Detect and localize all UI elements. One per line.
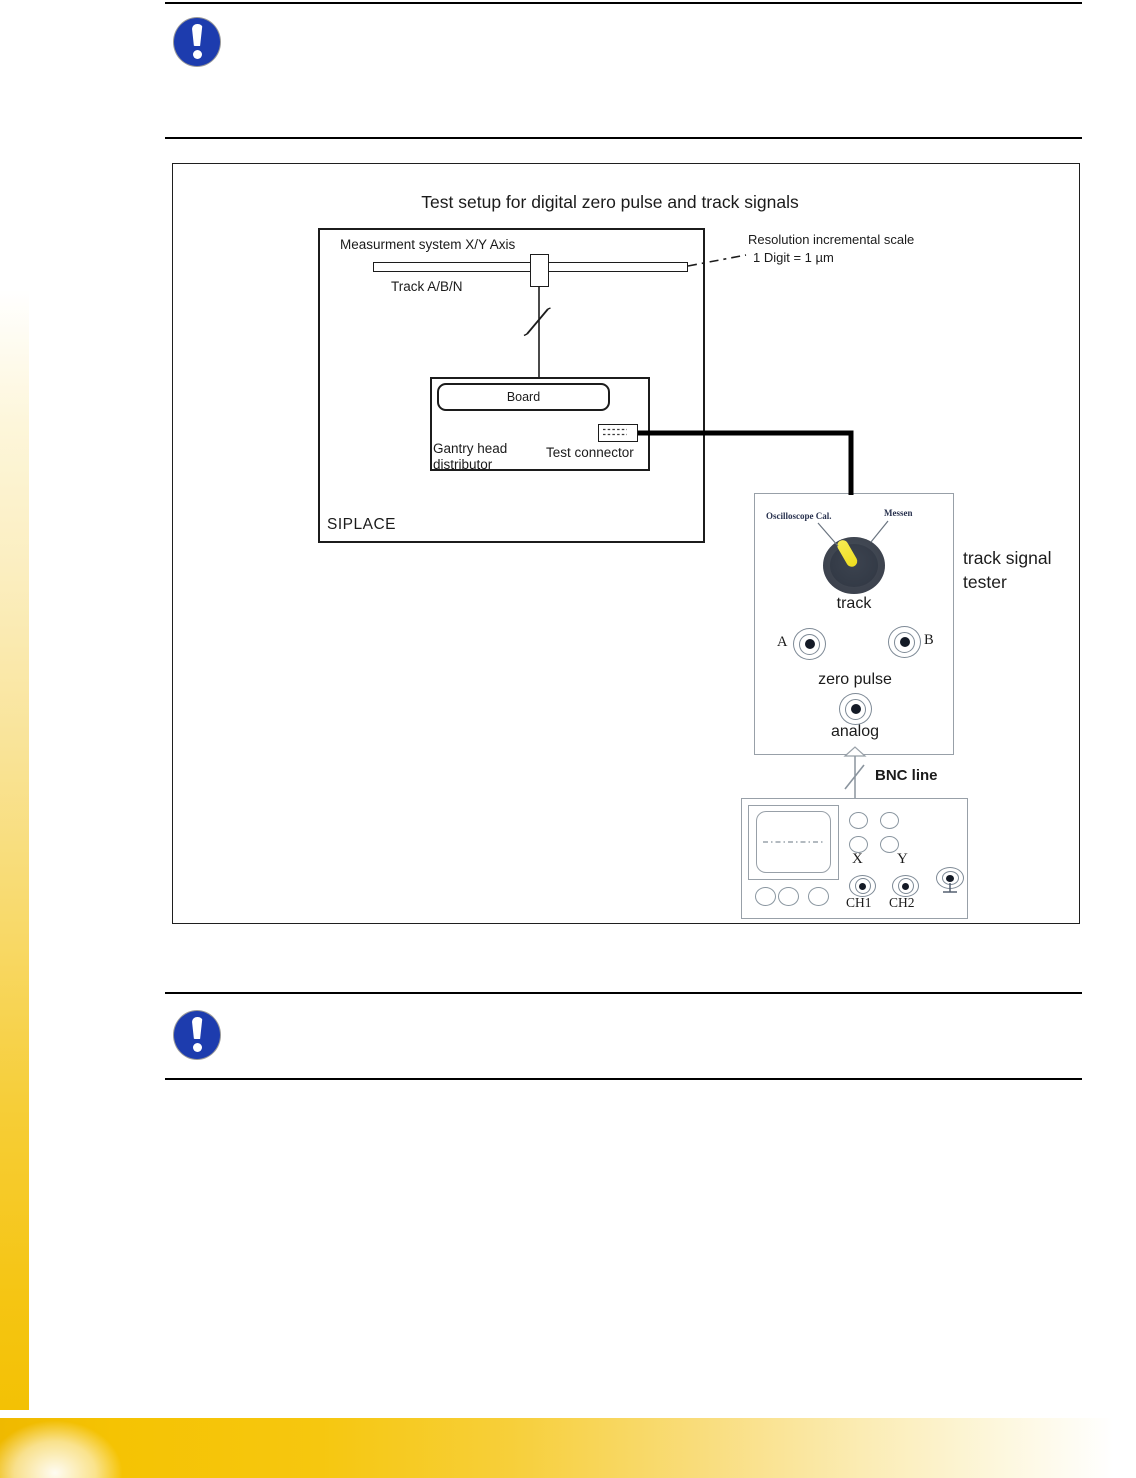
jack-a-ring [799, 634, 820, 655]
track-label: Track A/B/N [391, 279, 463, 294]
analog-jack [839, 693, 872, 725]
scope-y-label: Y [897, 851, 908, 867]
scope-knob [880, 812, 899, 829]
divider-rule-below-bottom-notice [165, 1078, 1082, 1080]
test-connector [598, 424, 638, 442]
ch1-jack [849, 875, 876, 897]
dial-position-label-left: Oscilloscope Cal. [766, 511, 832, 521]
jack-a-pin [805, 639, 815, 649]
scope-knob [849, 812, 868, 829]
figure-title: Test setup for digital zero pulse and track signals [421, 192, 799, 212]
ch1-label: CH1 [846, 895, 872, 910]
divider-rule-above-bottom-notice [165, 992, 1082, 994]
analog-label: analog [830, 723, 880, 740]
attention-icon [173, 1010, 221, 1060]
attention-icon [173, 17, 221, 67]
scope-x-label: X [852, 851, 863, 867]
scope-button [778, 887, 799, 906]
analog-jack-pin [851, 704, 861, 714]
ground-jack-pin [946, 875, 954, 882]
ch2-jack-pin [902, 883, 909, 890]
gantry-label-line2: distributor [433, 457, 493, 472]
exclamation-dot [193, 50, 202, 59]
scope-button [808, 887, 829, 906]
siplace-label: SIPLACE [327, 516, 396, 533]
jack-b-pin [900, 637, 910, 647]
jack-b-ring [894, 632, 915, 653]
ch2-jack [892, 875, 919, 897]
exclamation-dot [193, 1043, 202, 1052]
left-accent-bar [0, 290, 29, 1410]
divider-rule-top [165, 2, 1082, 4]
ch1-jack-pin [859, 883, 866, 890]
dial-position-label-right: Messen [884, 508, 913, 518]
scale-reader-head [530, 254, 549, 287]
knob-caption: track [836, 595, 872, 612]
resolution-note-line2: 1 Digit = 1 µm [753, 250, 834, 265]
exclamation-bar [192, 24, 203, 46]
test-connector-label: Test connector [546, 445, 634, 460]
tester-caption-line1: track signal [963, 548, 1052, 568]
jack-b-label: B [924, 632, 934, 648]
exclamation-bar [192, 1017, 203, 1039]
gantry-label-line1: Gantry head [433, 441, 508, 456]
ch1-jack-ring [855, 878, 871, 894]
tester-caption-line2: tester [963, 572, 1007, 592]
scope-screen [756, 811, 831, 873]
ch2-jack-ring [898, 878, 914, 894]
measurement-system-label: Measurment system X/Y Axis [340, 237, 516, 252]
ground-jack [936, 867, 964, 889]
analog-jack-ring [845, 699, 866, 720]
resolution-note-line1: Resolution incremental scale [748, 232, 915, 247]
board-label: Board [506, 390, 541, 404]
divider-rule-below-top-notice [165, 137, 1082, 139]
ch2-label: CH2 [889, 895, 915, 910]
jack-b [888, 626, 921, 658]
ground-jack-ring [942, 871, 959, 885]
knob-pointer [835, 538, 859, 569]
selector-knob [823, 537, 885, 594]
bottom-accent-bar [0, 1418, 1136, 1478]
jack-a [793, 628, 826, 660]
bnc-line-label: BNC line [875, 767, 938, 784]
zero-pulse-label: zero pulse [818, 671, 892, 688]
scope-button [755, 887, 776, 906]
jack-a-label: A [777, 634, 788, 650]
